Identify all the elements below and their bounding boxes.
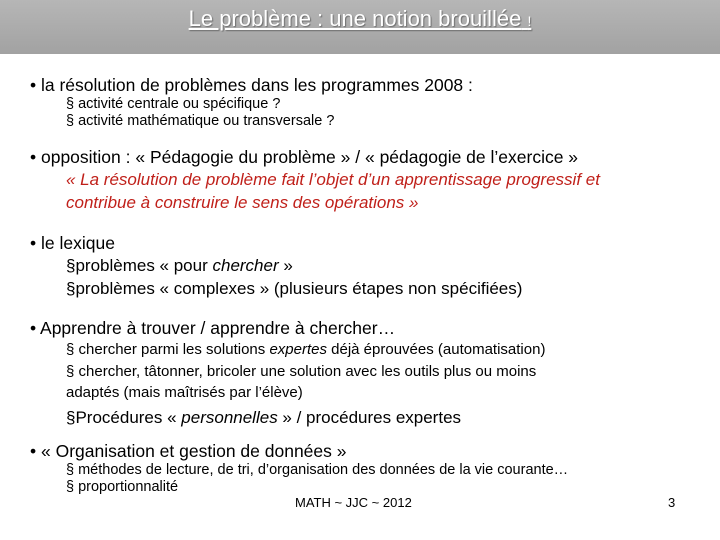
- slide-title-exclamation: !: [527, 13, 532, 29]
- sub-item-tatonner-line-2: adaptés (mais maîtrisés par l’élève): [66, 384, 303, 401]
- bullet-organisation: • « Organisation et gestion de données »: [30, 441, 347, 461]
- quote-line-2: contribue à construire le sens des opérations »: [66, 193, 419, 212]
- sub-item-activite-mathematique: § activité mathématique ou transversale ?: [66, 113, 335, 129]
- text-pre: §Procédures «: [66, 408, 182, 427]
- text-emphasis: chercher: [212, 256, 279, 275]
- sub-item-procedures: [30, 403, 545, 433]
- slide-title: [0, 6, 720, 32]
- text-emphasis: personnelles: [181, 408, 278, 427]
- text-emphasis: expertes: [269, 341, 327, 358]
- sub-item-tatonner-line-1: § chercher, tâtonner, bricoler une solution avec les outils plus ou moins: [66, 363, 537, 380]
- title-bar: [0, 0, 720, 54]
- text-post: » / procédures expertes: [277, 408, 462, 427]
- section-lexique: [30, 233, 522, 300]
- text-post: »: [278, 256, 293, 275]
- bullet-apprendre: • Apprendre à trouver / apprendre à chercher…: [30, 318, 396, 338]
- sub-item-problemes-complexes: §problèmes « complexes » (plusieurs étapes non spécifiées): [66, 279, 523, 298]
- quote-line-1: « La résolution de problème fait l’objet d’un apprentissage progressif et: [66, 170, 600, 189]
- section-organisation: [30, 441, 568, 496]
- bullet-programmes: • la résolution de problèmes dans les programmes 2008 :: [30, 75, 473, 95]
- bullet-opposition: • opposition : « Pédagogie du problème » / « pédagogie de l’exercice »: [30, 147, 579, 167]
- sub-item-solutions-expertes: [30, 339, 545, 361]
- sub-item-problemes-chercher: [30, 254, 522, 277]
- section-programmes: [30, 75, 473, 130]
- bullet-lexique: • le lexique: [30, 233, 115, 253]
- page-number: 3: [668, 495, 676, 510]
- text-pre: §problèmes « pour: [66, 256, 213, 275]
- slide-title-text: Le problème : une notion brouillée: [188, 6, 522, 31]
- text-post: déjà éprouvées (automatisation): [326, 341, 546, 358]
- footer-credit: MATH ~ JJC ~ 2012: [295, 495, 412, 510]
- section-apprendre: [30, 318, 545, 433]
- sub-item-activite-centrale: § activité centrale ou spécifique ?: [66, 96, 281, 112]
- sub-item-proportionnalite: § proportionnalité: [66, 479, 179, 495]
- section-opposition: [30, 147, 600, 214]
- text-pre: § chercher parmi les solutions: [66, 341, 270, 358]
- sub-item-methodes: § méthodes de lecture, de tri, d’organisation des données de la vie courante…: [66, 462, 569, 478]
